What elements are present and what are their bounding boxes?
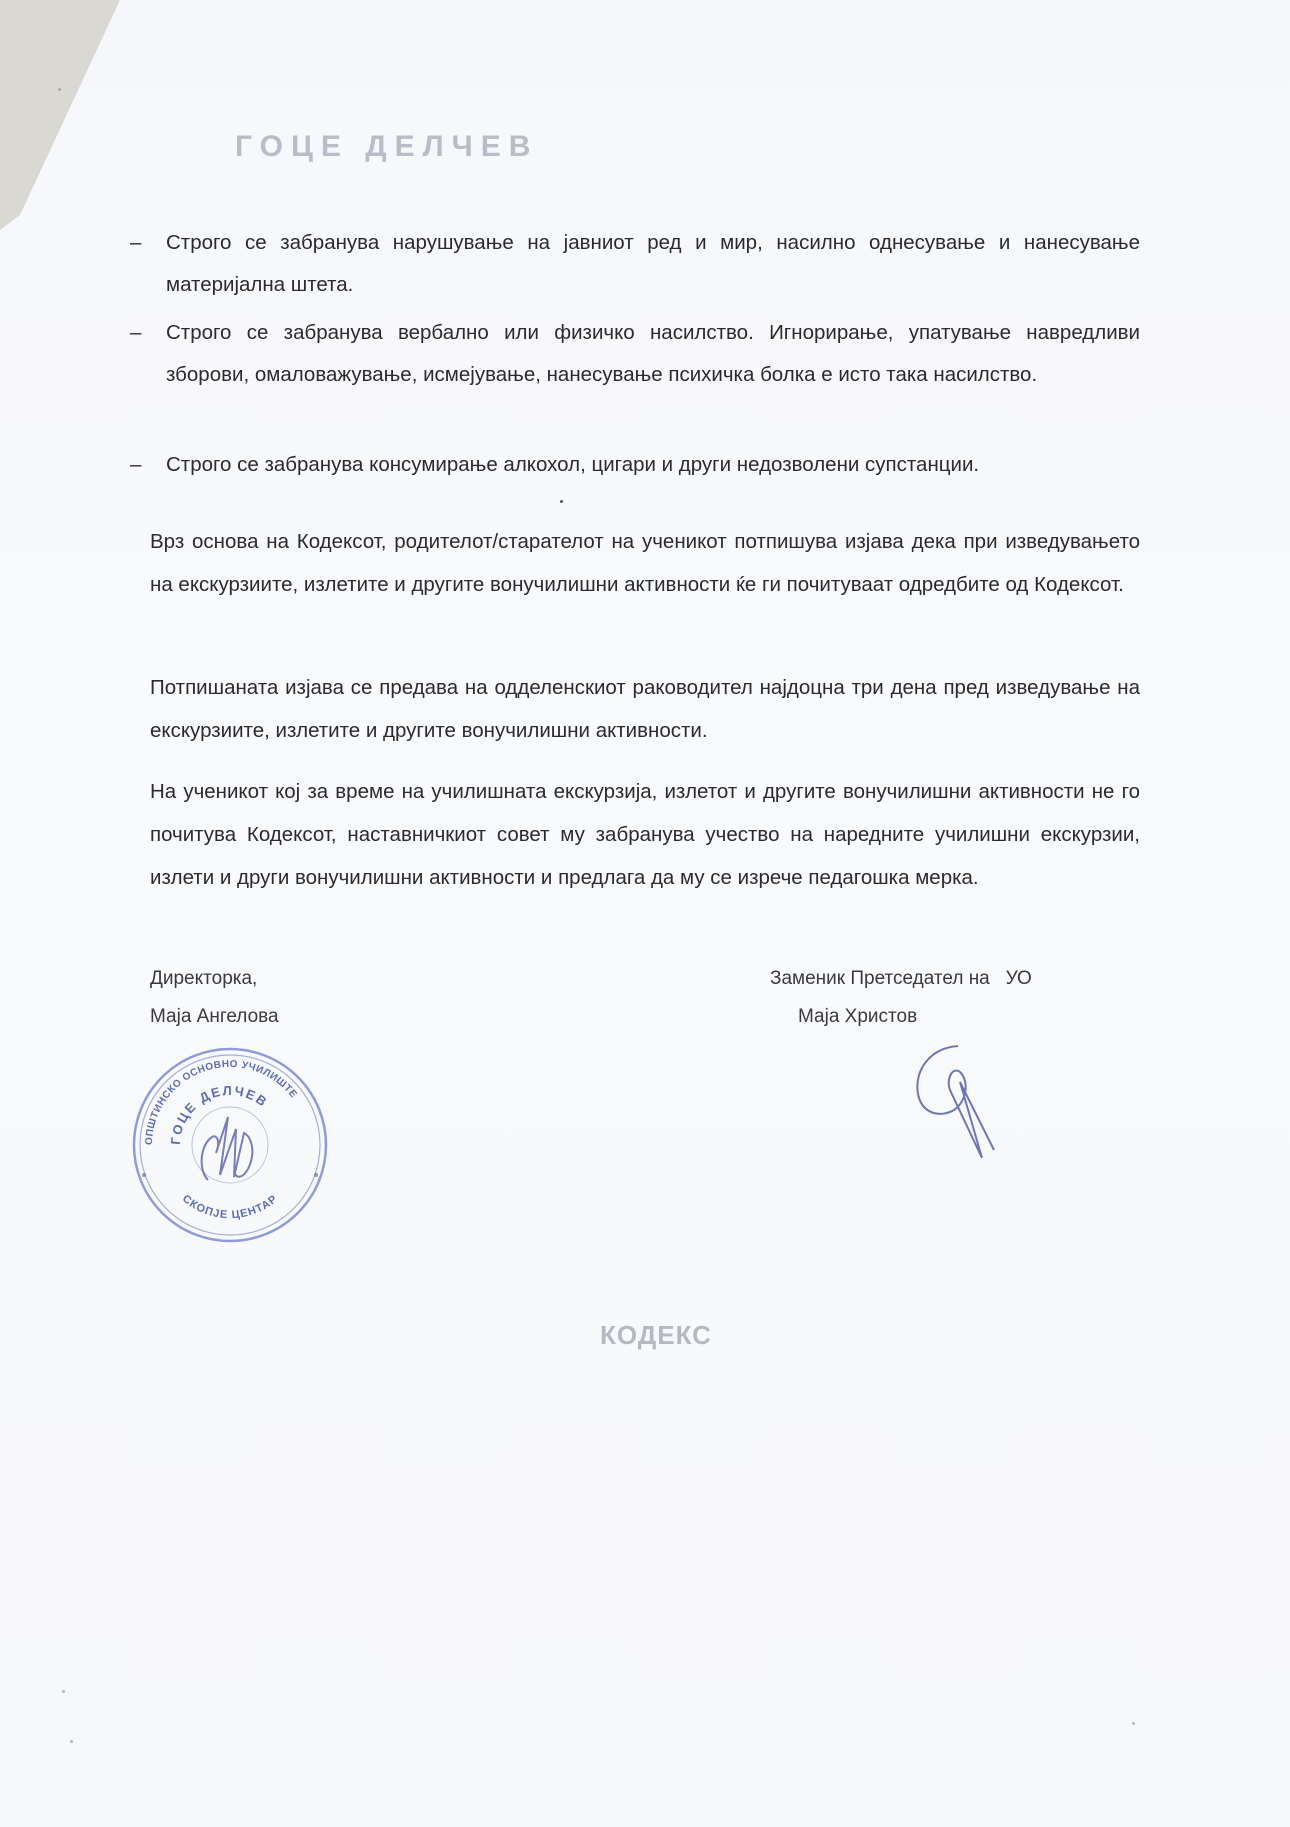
signature-block-deputy <box>770 960 1032 1036</box>
bleed-through-heading: КОДЕКС <box>600 1320 712 1350</box>
rule-item <box>130 444 1140 486</box>
rule-text: Строго се забранува консумирање алкохол, цигари и други недозволени супстанции. <box>166 453 980 476</box>
rule-item <box>130 312 1140 396</box>
bullet-dash: – <box>130 453 142 476</box>
school-stamp <box>130 1045 330 1245</box>
rule-text: Строго се забранува вербално или физичко насилство. Игнорирање, упатување навредливи зборови, омаловажување, исмејување, нанесување психичка болка е исто така насилство. <box>166 321 1140 386</box>
paragraph-sanction: На ученикот кој за време на училишната екскурзија, излетот и другите вонучилишни активности не го почитува Кодексот, наставничкиот совет му забранува учество на наредните училишни екскурзии, излети и други вонучилишни активности и предлага да му се изрече педагошка мерка. <box>150 780 1140 889</box>
scan-speck <box>62 1690 65 1693</box>
rule-item <box>130 222 1140 306</box>
stamp-center-text: ГОЦЕ ДЕЛЧЕВ <box>167 1082 271 1146</box>
bullet-dash: – <box>130 321 142 344</box>
stamp-outer-text: ОПШТИНСКО ОСНОВНО УЧИЛИШТЕ <box>143 1058 299 1146</box>
deputy-name: Маја Христов <box>798 1006 918 1027</box>
bleed-through-header: ГОЦЕ ДЕЛЧЕВ <box>235 130 539 163</box>
rule-text: Строго се забранува нарушување на јавниот ред и мир, насилно однесување и нанесување материјална штета. <box>166 231 1140 296</box>
director-title: Директорка, <box>150 968 258 989</box>
paragraph-submission: Потпишаната изјава се предава на одделенскиот раководител најдоцна три дена пред изведување на екскурзиите, излетите и другите вонучилишни активности. <box>150 676 1140 742</box>
stamp-bottom-text: СКОПЈЕ ЦЕНТАР <box>179 1192 281 1222</box>
scan-speck <box>1132 1722 1135 1725</box>
signature-block-director <box>150 960 279 1036</box>
stray-dot <box>560 500 563 503</box>
deputy-title: Заменик Претседател на УО <box>770 968 1032 989</box>
bullet-dash: – <box>130 231 142 254</box>
paragraph-declaration: Врз основа на Кодексот, родителот/старателот на ученикот потпишува изјава дека при изведувањето на екскурзиите, излетите и другите вонучилишни активности ќе ги почитуваат одредбите од Кодексот. <box>150 530 1140 596</box>
director-name: Маја Ангелова <box>150 1006 279 1027</box>
scan-speck <box>70 1740 73 1743</box>
scan-speck <box>58 88 61 91</box>
deputy-signature <box>900 1042 1010 1162</box>
